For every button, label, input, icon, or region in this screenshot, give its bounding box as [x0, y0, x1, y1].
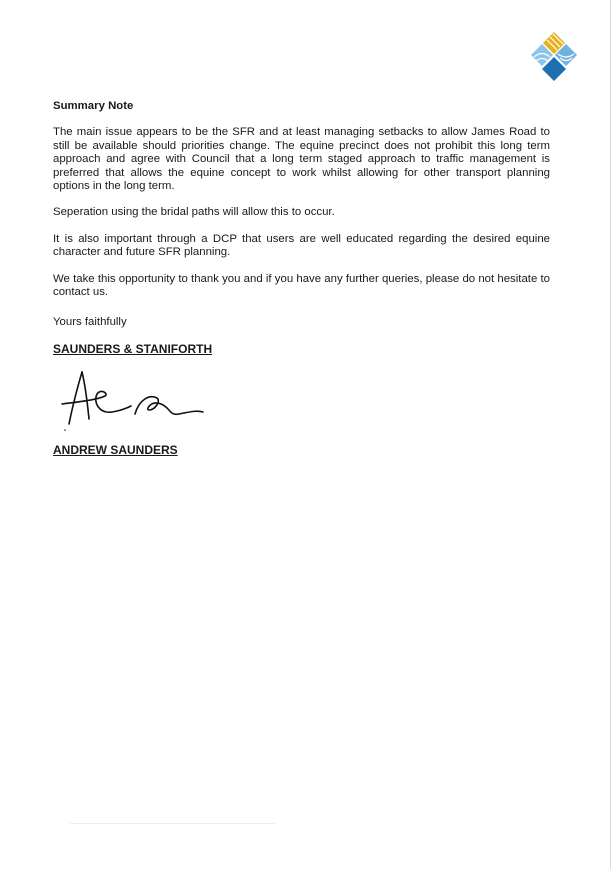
paragraph-dcp: It is also important through a DCP that users are well educated regarding the desired equine character and future SFR planning.	[53, 232, 550, 259]
paragraph-separation: Seperation using the bridal paths will allow this to occur.	[53, 206, 335, 219]
paragraph-main-issue: The main issue appears to be the SFR and at least managing setbacks to allow James Road to still be available should priorities change. The equine precinct does not prohibit this long term approach and agree with Council that a long term staged approach to traffic management is preferred that allows the equine concept to work whilst allowing for other transport planning options in the long term.	[53, 126, 550, 193]
closing-salutation: Yours faithfully	[53, 316, 127, 329]
letter-body	[53, 100, 550, 458]
paragraph-thanks: We take this opportunity to thank you and if you have any further queries, please do not hesitate to contact us.	[53, 272, 550, 299]
scan-artifact	[70, 823, 275, 824]
page-edge	[610, 0, 611, 869]
company-name: SAUNDERS & STANIFORTH	[53, 341, 213, 356]
diamond-logo-icon	[524, 30, 584, 86]
handwritten-signature	[57, 364, 207, 434]
signatory-name: ANDREW SAUNDERS	[53, 443, 178, 458]
summary-heading: Summary Note	[53, 100, 134, 112]
